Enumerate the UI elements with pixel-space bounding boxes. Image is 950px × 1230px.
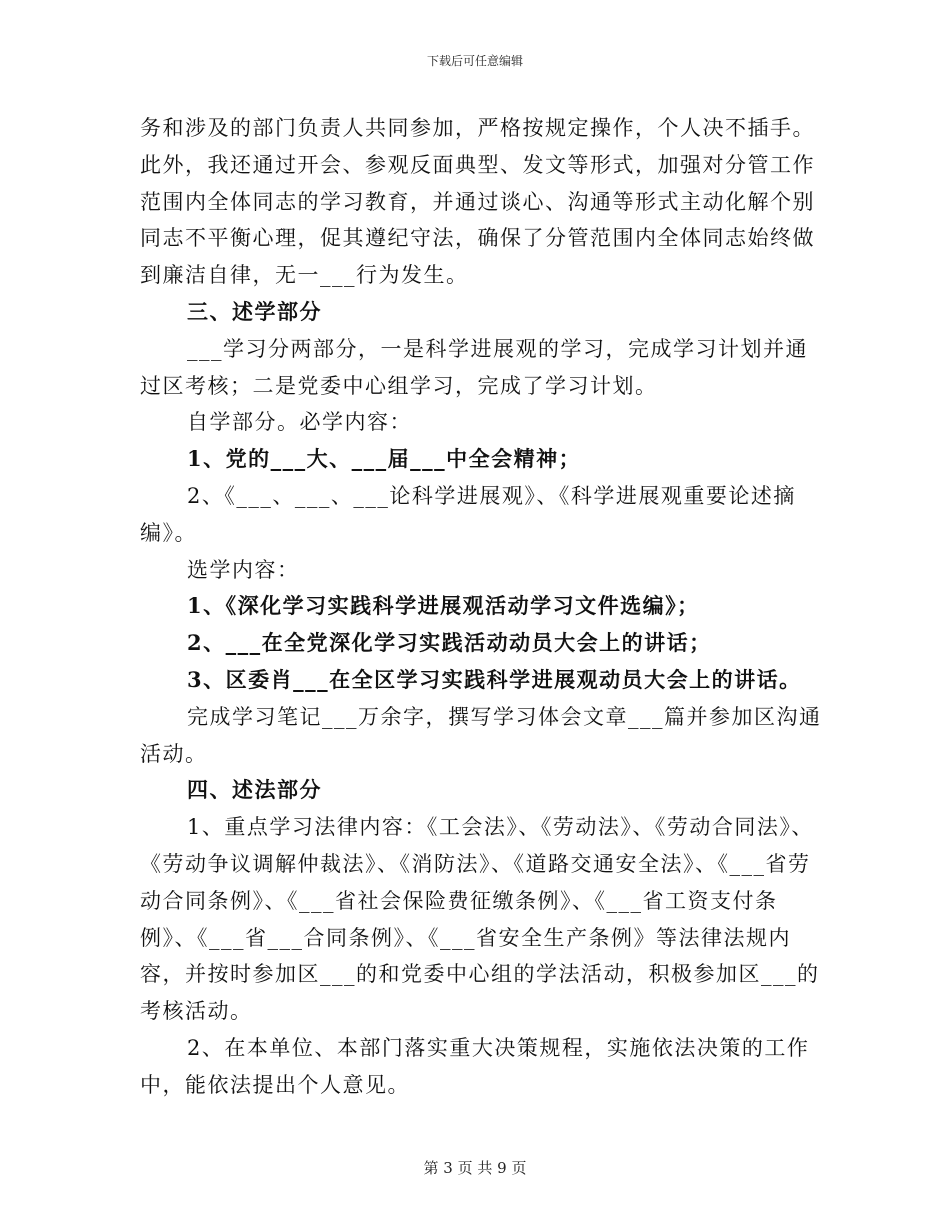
paragraph-study-overview: ___学习分两部分，一是科学进展观的学习，完成学习计划并通过区考核；二是党委中心组学习，完成了学习计划。 bbox=[140, 336, 808, 398]
law-item-2: 2、在本单位、本部门落实重大决策规程，实施依法决策的工作中，能依法提出个人意见。 bbox=[140, 1035, 810, 1097]
paragraph-study-notes: 完成学习笔记___万余字，撰写学习体会文章___篇并参加区沟通活动。 bbox=[140, 704, 822, 766]
optional-item-3: 3、区委肖___在全区学习实践科学进展观动员大会上的讲话。 bbox=[187, 666, 802, 692]
section-heading-law: 四、述法部分 bbox=[187, 777, 322, 803]
required-item-2: 2、《___、___、___论科学进展观》、《科学进展观重要论述摘编》。 bbox=[140, 483, 796, 545]
optional-item-1: 1、《深化学习实践科学进展观活动学习文件选编》； bbox=[187, 593, 700, 619]
paragraph-1: 务和涉及的部门负责人共同参加，严格按规定操作，个人决不插手。此外，我还通过开会、参观反面典型、发文等形式，加强对分管工作范围内全体同志的学习教育，并通过谈心、沟通等形式主动化解个别同志不平衡心理，促其遵纪守法，确保了分管范围内全体同志始终做到廉洁自律，无一___行为发生。 bbox=[140, 116, 815, 288]
optional-item-2: 2、___在全党深化学习实践活动动员大会上的讲话； bbox=[187, 630, 712, 656]
paragraph-optional-content: 选学内容： bbox=[187, 557, 300, 582]
section-heading-study: 三、述学部分 bbox=[187, 298, 322, 324]
page-header: 下载后可任意编辑 bbox=[426, 54, 523, 68]
paragraph-required-content: 自学部分。必学内容： bbox=[187, 410, 412, 435]
law-item-1: 1、重点学习法律内容：《工会法》、《劳动法》、《劳动合同法》、《劳动争议调解仲裁法》、《消防法》、《道路交通安全法》、《___省劳动合同条例》、《___省社会保险费征缴条例》、《___省工资支付条例》、《___省___合同条例》、《___省安全生产条例》等法律法规内容，并按时参加区___的和党委中心组的学法活动，积极参加区___的考核活动。 bbox=[140, 815, 820, 1024]
required-item-1: 1、党的___大、___届___中全会精神； bbox=[187, 446, 582, 472]
document-body bbox=[140, 110, 830, 1104]
page-footer: 第 3 页 共 9 页 bbox=[423, 1159, 527, 1177]
